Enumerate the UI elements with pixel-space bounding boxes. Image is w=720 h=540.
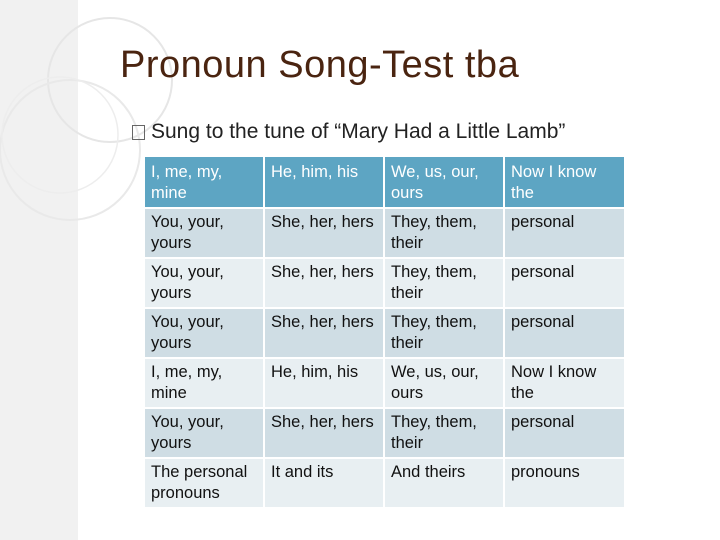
table-header-row [144,156,625,208]
table-cell: She, her, hers [264,408,384,458]
table-cell: You, your, yours [144,258,264,308]
table-cell: You, your, yours [144,308,264,358]
table-row [144,408,625,458]
table-cell: She, her, hers [264,208,384,258]
table-cell: She, her, hers [264,258,384,308]
table-cell: They, them, their [384,258,504,308]
table-cell: I, me, my, mine [144,358,264,408]
table-row [144,208,625,258]
bullet-item [132,120,565,144]
table-header-cell: We, us, our, ours [384,156,504,208]
table-row [144,258,625,308]
table-cell: You, your, yours [144,208,264,258]
table-cell: personal [504,258,625,308]
table-cell: It and its [264,458,384,508]
slide-title: Pronoun Song-Test tba [120,44,520,86]
table-cell: pronouns [504,458,625,508]
bullet-text: Sung to the tune of “Mary Had a Little Lamb” [151,120,566,143]
table-cell: We, us, our, ours [384,358,504,408]
table-cell: They, them, their [384,408,504,458]
table-cell: They, them, their [384,208,504,258]
table-cell: Now I know the [504,358,625,408]
table-cell: And theirs [384,458,504,508]
table-cell: You, your, yours [144,408,264,458]
table-row [144,308,625,358]
table-row [144,358,625,408]
table-row [144,458,625,508]
table-cell: personal [504,408,625,458]
table-cell: personal [504,208,625,258]
table-cell: personal [504,308,625,358]
bullet-icon [132,125,145,140]
table-header-cell: Now I know the [504,156,625,208]
table-header-cell: He, him, his [264,156,384,208]
table-cell: She, her, hers [264,308,384,358]
pronoun-table [143,155,626,509]
table-cell: They, them, their [384,308,504,358]
table-header-cell: I, me, my, mine [144,156,264,208]
table-cell: The personal pronouns [144,458,264,508]
table-cell: He, him, his [264,358,384,408]
